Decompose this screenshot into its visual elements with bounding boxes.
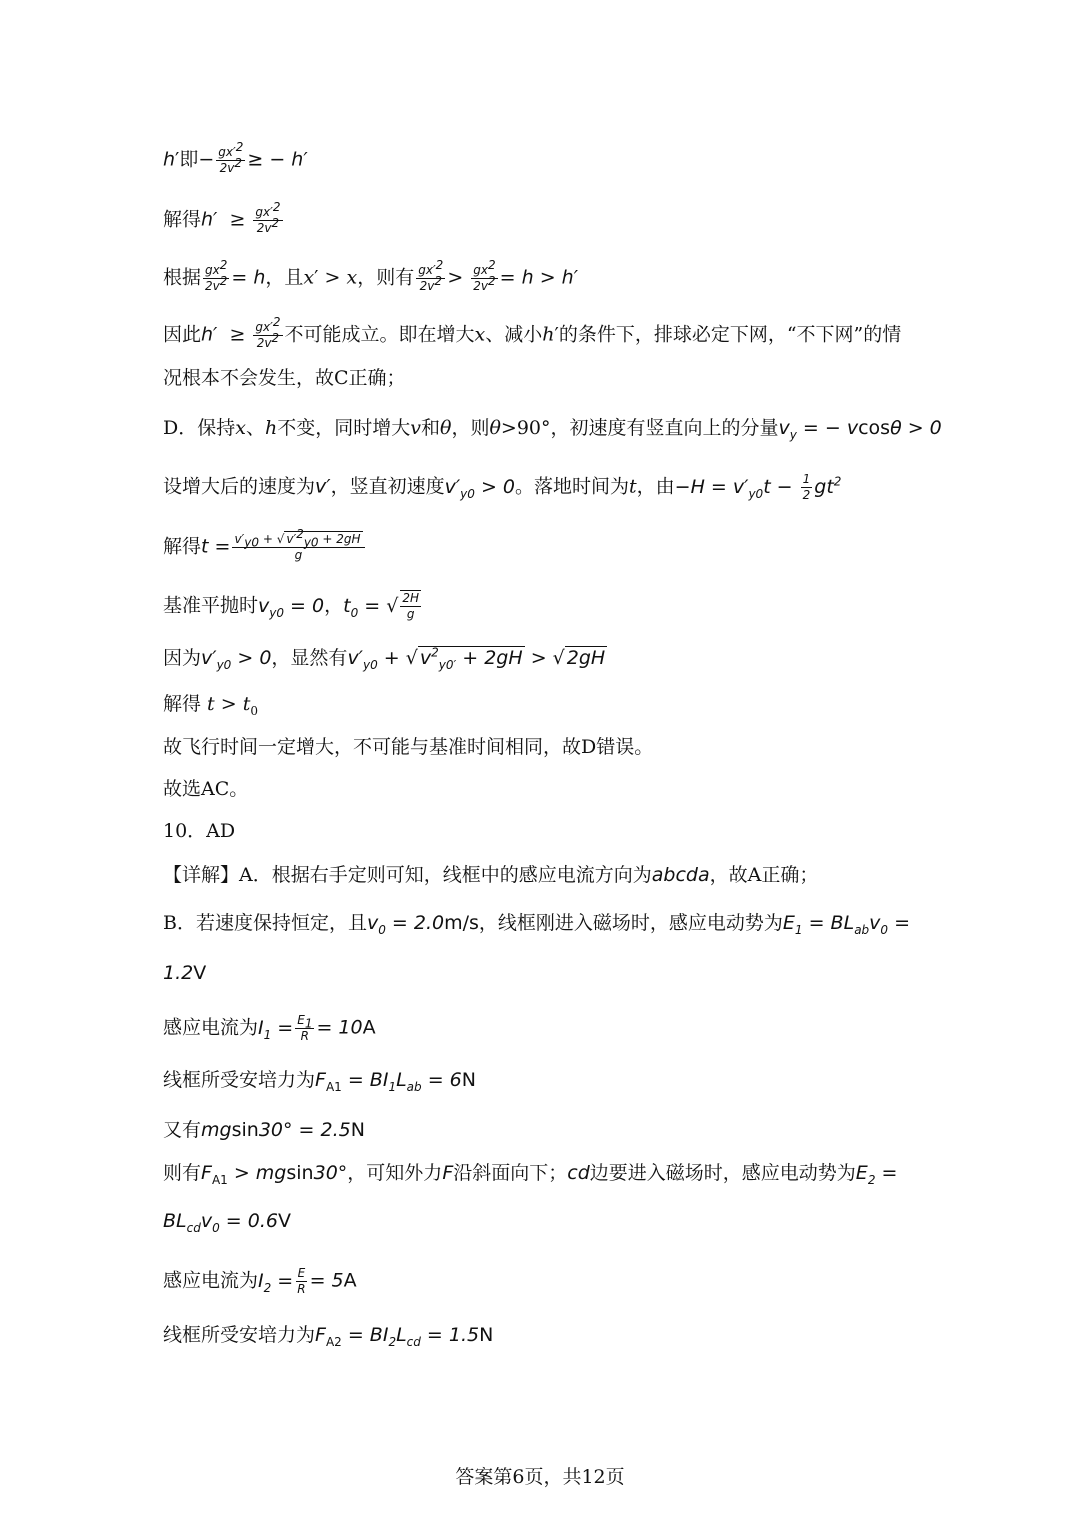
text-line-15: 【详解】A．根据右手定则可知，线框中的感应电流方向为abcda，故A正确； — [163, 864, 819, 886]
text-line-23: 感应电流为$I_2$ = $\frac{E}{R}$ = 5A — [163, 1266, 357, 1296]
text-line-14: 10．AD — [163, 820, 236, 842]
text-line-10: 因为$v'_{y0} > 0$，显然有$v'_{y0}$ + √ $v^2_{y0'} + 2gH$ > √ 2gH — [163, 645, 606, 672]
text-line-7: 设增大后的速度为v′，竖直初速度$v'_{y0} > 0$。落地时间为t，由$-H = v'_{y0}t$ − $\frac{1}{2}$ $gt^2$ — [163, 472, 842, 502]
text-line-17: 1.2V — [163, 962, 207, 984]
text-line-24: 线框所受安培力为$F_{A2} = BI_2L_{cd} = 1.5N$ — [163, 1324, 494, 1349]
text-line-2: 解得h′ ≥ $\frac{gx'^2}{2v^2}$ — [163, 200, 281, 235]
text-line-13: 故选AC。 — [163, 778, 249, 800]
text-line-19: 线框所受安培力为$F_{A1} = BI_1L_{ab} = 6N$ — [163, 1069, 476, 1094]
text-line-4: 因此h′ ≥ $\frac{gx'^2}{2v^2}$ 不可能成立。即在增大x、减小h′的条件下，排球必定下网，“不下网”的情 — [163, 315, 902, 350]
text-line-11: 解得 $t > t_0$ — [163, 693, 258, 718]
text-line-6: D．保持x、h不变，同时增大v和θ，则θ>90°，初速度有竖直向上的分量$v_y$ = − vcosθ > 0 — [163, 417, 942, 442]
page-footer: 答案第6页，共12页 — [455, 1466, 625, 1488]
text-line-12: 故飞行时间一定增大，不可能与基准时间相同，故D错误。 — [163, 736, 654, 758]
text-line-9: 基准平抛时$v_{y0} = 0$，$t_0$ = √ $\frac{2H}{g}$ — [163, 591, 419, 621]
text-line-22: $BL_{cd}v_0 = 0.6V$ — [163, 1210, 291, 1235]
text-line-16: B．若速度保持恒定，且$v_0 = 2.0m/s$，线框刚进入磁场时，感应电动势为$E_1 = BL_{ab}v_0$ = — [163, 912, 911, 937]
text-line-3: 根据 $\frac{gx^2}{2v^2}$ = h，且x′ > x，则有 $\frac{gx'^2}{2v^2}$ > $\frac{gx^2}{2v^2}$ = h > h′ — [163, 258, 579, 293]
text-line-18: 感应电流为$I_1$ = $\frac{E_1}{R}$ = 10A — [163, 1013, 376, 1043]
text-line-20: 又有mgsin30° = 2.5N — [163, 1119, 365, 1141]
text-line-8: 解得t = $\frac{v'_{y0} + √ v'^2_{y0} + 2gH}{g}$ — [163, 532, 930, 563]
text-line-1: h′即− $\frac{gx'^2}{2v^2}$ ≥ − h′ — [163, 140, 308, 175]
text-line-5: 况根本不会发生，故C正确； — [163, 367, 406, 389]
text-line-21: 则有$F_{A1} > mgsin30^\circ$，可知外力F沿斜面向下；cd边要进入磁场时，感应电动势为$E_2$ = — [163, 1162, 898, 1187]
